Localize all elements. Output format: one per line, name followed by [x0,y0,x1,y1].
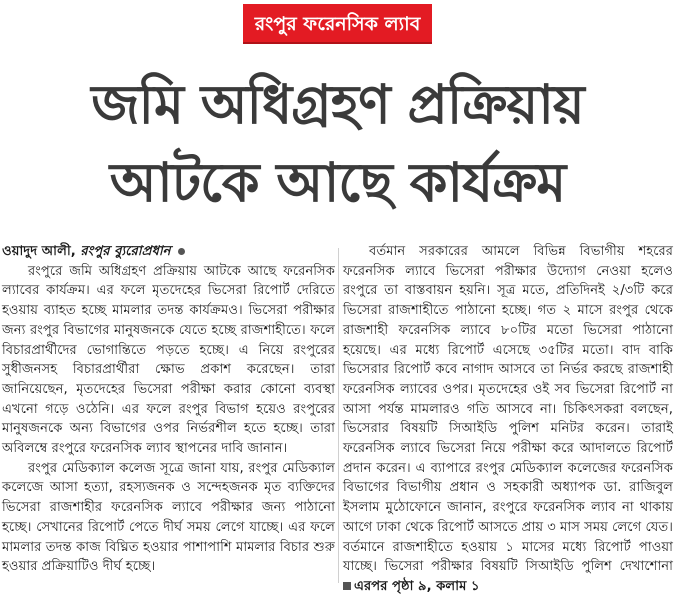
article-column-left [2,242,335,577]
section-kicker: রংপুর ফরেনসিক ল্যাব [243,4,433,44]
byline [2,242,335,262]
article-column-right [343,242,673,597]
column-divider [338,248,339,583]
article-paragraph-text: বর্তমান সরকারের আমলে বিভিন্ন বিভাগীয় শহরের ফরেনসিক ল্যাবে ভিসেরা পরীক্ষার উদ্যোগ নেওয়া হলেও রংপুরে তা বাস্তবায়ন হয়নি। সূত্র মতে, প্রতিদিনই ২/৩টি করে ভিসেরা রাজশাহীতে পাঠানো হচ্ছে। গত ২ মাসে রংপুর থেকে রাজশাহী ফরেনসিক ল্যাবে ৮০টির মতো ভিসেরা পাঠানো হয়েছে। এর মধ্যে রিপোর্ট এসেছে ৩৫টির মতো। বাদ বাকি ভিসেরার রিপোর্ট কবে নাগাদ আসবে তা নির্ভর করছে রাজশাহী ফরেনসিক ল্যাবের ওপর। মৃতদেহের ওই সব ভিসেরা রিপোর্ট না আসা পর্যন্ত মামলারও গতি আসবে না। চিকিৎসকরা বলছেন, ভিসেরার বিষয়টি সিআইডি পুলিশ মনিটর করেন। তারাই ফরেনসিক ল্যাবে ভিসেরা নিয়ে পরীক্ষা করে আদালতে রিপোর্ট প্রদান করেন। এ ব্যাপারে রংপুর মেডিক্যাল কলেজের ফরেনসিক বিভাগের বিভাগীয় প্রধান ও সহকারী অধ্যাপক ডা. রাজিবুল ইসলাম মুঠোফোনে জানান, রংপুরে ফরেনসিক ল্যাব না থাকায় আগে ঢাকা থেকে রিপোর্ট আসতে প্রায় ৩ মাস সময় লেগে যেত। বর্তমানে রাজশাহীতে হওয়ায় ১ মাসের মধ্যে রিপোর্ট পাওয়া যাচ্ছে। ভিসেরা পরীক্ষার বিষয়টি সিআইডি পুলিশ দেখাশোনা [343,244,673,575]
article-paragraph: রংপুর মেডিক্যাল কলেজ সূত্রে জানা যায়, রংপুর মেডিক্যাল কলেজে আসা হত্যা, রহস্যজনক ও সন্দেহজনক মৃত ব্যক্তিদের ভিসেরা রাজশাহীর ফরেনসিক ল্যাবে পরীক্ষার জন্য পাঠানো হচ্ছে। সেখানের রিপোর্ট পেতে দীর্ঘ সময় লেগে যাচ্ছে। এর ফলে মামলার তদন্ত কাজ বিঘ্নিত হওয়ার পাশাপাশি মামলার বিচার শুরু হওয়ার প্রক্রিয়াটিও দীর্ঘ হচ্ছে। [2,460,335,575]
headline-line-1: জমি অধিগ্রহণ প্রক্রিয়ায় [91,73,584,136]
byline-name: ওয়াদুদ আলী, [2,244,76,259]
kicker-wrap [0,4,675,44]
article-paragraph: রংপুরে জমি অধিগ্রহণ প্রক্রিয়ায় আটকে আছে ফরেনসিক ল্যাবের কার্যক্রম। এর ফলে মৃতদেহের ভিসেরা রিপোর্ট দেরিতে হওয়ায় ব্যাহত হচ্ছে মামলার তদন্ত কার্যক্রমও। ভিসেরা পরীক্ষার জন্য রংপুর বিভাগের মানুষজনকে যেতে হচ্ছে রাজশাহীতে। ফলে বিচারপ্রার্থীদের ভোগান্তিতে পড়তে হচ্ছে। এ নিয়ে রংপুরের সুধীজনসহ বিচারপ্রার্থীরা ক্ষোভ প্রকাশ করেছেন। তারা জানিয়েছেন, মৃতদেহের ভিসেরা পরীক্ষা করার কোনো ব্যবস্থা এখনো গড়ে ওঠেনি। এর ফলে রংপুর বিভাগ হয়েও রংপুরের মানুষজনকে অন্য বিভাগের ওপর নির্ভরশীল হতে হচ্ছে। তারা অবিলম্বে রংপুরে ফরেনসিক ল্যাব স্থাপনের দাবি জানান। [2,263,335,457]
byline-role: রংপুর ব্যুরোপ্রধান [80,244,171,259]
byline-bullet-icon [178,248,185,255]
headline [0,66,675,222]
article-paragraph [343,242,673,597]
continued-jump[interactable] [343,579,480,594]
continued-label: এরপর পৃষ্ঠা ৯, কলাম ১ [354,578,480,594]
jump-square-icon [343,582,351,590]
headline-line-2: আটকে আছে কার্যক্রম [109,151,566,214]
